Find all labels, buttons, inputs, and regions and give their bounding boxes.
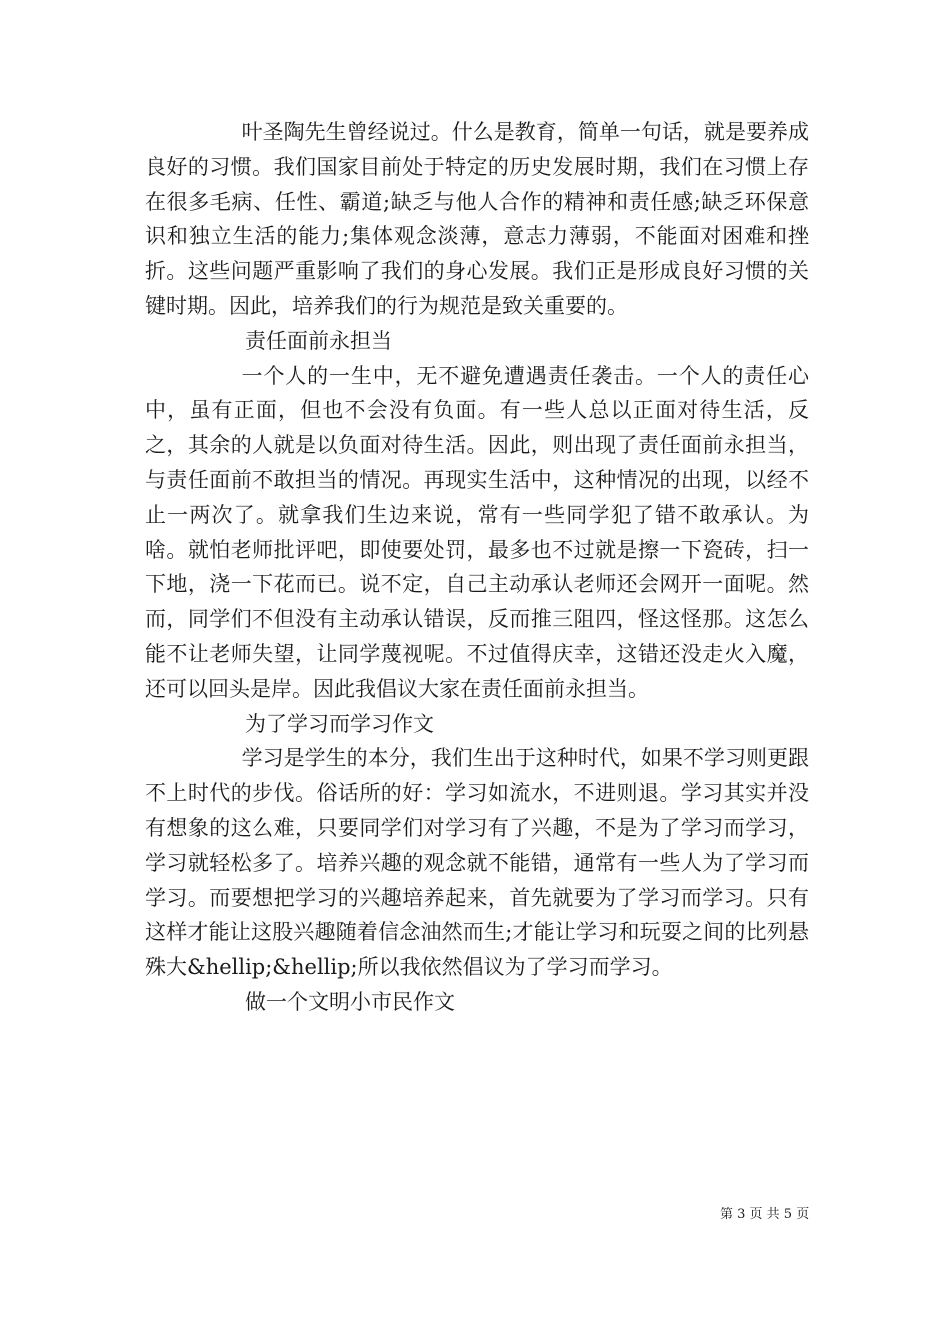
heading-learning: 为了学习而学习作文 (245, 711, 434, 736)
heading-civilized-citizen: 做一个文明小市民作文 (245, 989, 455, 1014)
paragraph-learning: 学习是学生的本分，我们生出于这种时代，如果不学习则更跟不上时代的步伐。俗话所的好：学习如流水，不进则退。学习其实并没有想象的这么难，只要同学们对学习有了兴趣，不是为了学习而学习，学习就轻松多了。培养兴趣的观念就不能错，通常有一些人为了学习而学习。而要想把学习的兴趣培养起来，首先就要为了学习而学习。只有这样才能让这股兴趣随着信念油然而生;才能让学习和玩耍之间的比列悬殊大&hellip;&hellip;所以我依然倡议为了学习而学习。 (145, 746, 809, 980)
paragraph-habits: 叶圣陶先生曾经说过。什么是教育，简单一句话，就是要养成良好的习惯。我们国家目前处于特定的历史发展时期，我们在习惯上存在很多毛病、任性、霸道;缺乏与他人合作的精神和责任感;缺乏环保意识和独立生活的能力;集体观念淡薄，意志力薄弱，不能面对困难和挫折。这些问题严重影响了我们的身心发展。我们正是形成良好习惯的关键时期。因此，培养我们的行为规范是致关重要的。 (145, 120, 809, 318)
document-body (145, 115, 809, 1020)
paragraph-responsibility: 一个人的一生中，无不避免遭遇责任袭击。一个人的责任心中，虽有正面，但也不会没有负面。有一些人总以正面对待生活，反之，其余的人就是以负面对待生活。因此，则出现了责任面前永担当，与责任面前不敢担当的情况。再现实生活中，这种情况的出现，以经不止一两次了。就拿我们生边来说，常有一些同学犯了错不敢承认。为啥。就怕老师批评吧，即使要处罚，最多也不过就是擦一下瓷砖，扫一下地，浇一下花而已。说不定，自己主动承认老师还会网开一面呢。然而，同学们不但没有主动承认错误，反而推三阻四，怪这怪那。这怎么能不让老师失望，让同学蔑视呢。不过值得庆幸，这错还没走火入魔，还可以回头是岸。因此我倡议大家在责任面前永担当。 (145, 363, 809, 701)
heading-responsibility: 责任面前永担当 (245, 328, 392, 353)
page-number-footer: 第 3 页 共 5 页 (720, 1207, 810, 1222)
